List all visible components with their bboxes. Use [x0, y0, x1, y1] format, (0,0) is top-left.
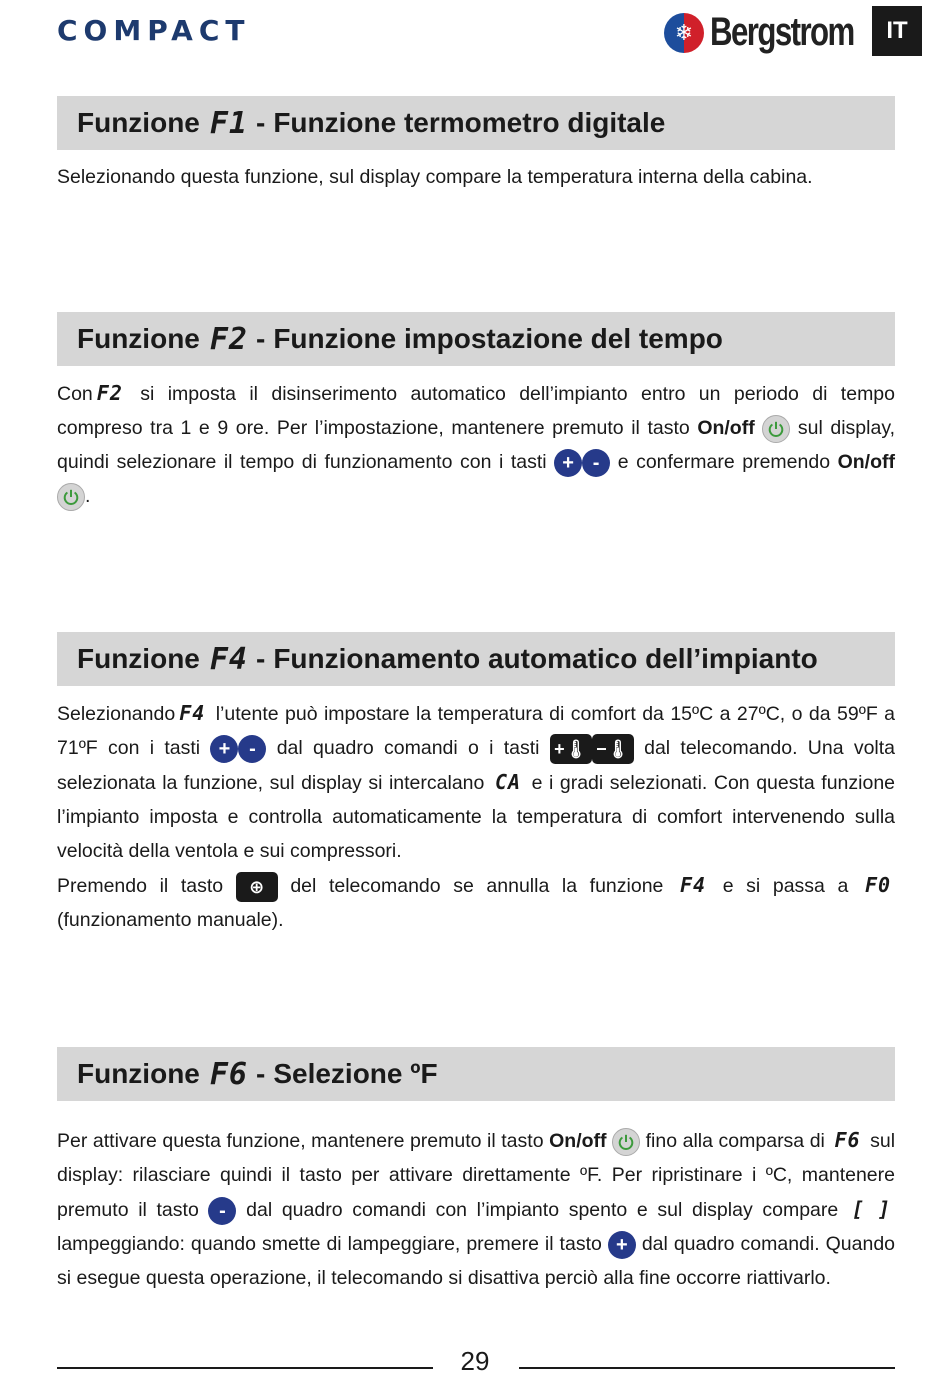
- section-title: Funzione impostazione del tempo: [273, 323, 723, 354]
- section-heading: Funzione F2 - Funzione impostazione del tempo: [57, 312, 895, 366]
- series-title: COMPACT: [57, 14, 251, 47]
- section-heading: Funzione F6 - Selezione ºF: [57, 1047, 895, 1101]
- footer-rule-right: [519, 1367, 895, 1369]
- section-text: Selezionando F4 l’utente può impostare la temperatura di comfort da 15ºC a 27ºC, o da 59ºF a 71ºF con i tasti + - dal quadro comandi o i tasti +🌡 −🌡 dal telecomando. Una volta selezionata la funzione, sul display si intercalano CA e i gradi selezionati. Con questa funzione l’impianto imposta e controlla automaticamente la temperatura di comfort intervenendo sulla velocità della ventola e sui compressori. Premendo il tasto ⊕ del telecomando se annulla la funzione F4 e si passa a F0 (funzionamento manuale).: [57, 696, 895, 937]
- power-button-icon: [762, 415, 790, 443]
- minus-button-icon: -: [238, 735, 266, 763]
- display-code: F2: [96, 381, 123, 405]
- section-heading: Funzione F4 - Funzionamento automatico dell’impianto: [57, 632, 895, 686]
- display-code: F4: [209, 641, 248, 677]
- minus-button-icon: -: [582, 449, 610, 477]
- section-f6: [57, 1047, 895, 1295]
- plus-button-icon: +: [608, 1231, 636, 1259]
- plus-button-icon: +: [210, 735, 238, 763]
- display-code: [ ]: [851, 1197, 892, 1221]
- brand-logo: [664, 10, 894, 55]
- section-title: Funzione termometro digitale: [273, 107, 666, 138]
- remote-fan-icon: ⊕: [236, 872, 278, 902]
- section-heading: Funzione F1 - Funzione termometro digitale: [57, 96, 895, 150]
- brand-name: Bergstrom: [710, 10, 854, 54]
- page-number: 29: [460, 1346, 490, 1376]
- power-button-icon: [57, 483, 85, 511]
- section-f1: [57, 96, 895, 194]
- remote-temp-plus-icon: +🌡: [550, 734, 592, 764]
- section-text: Con F2 si imposta il disinserimento automatico dell’impianto entro un periodo di tempo compreso tra 1 e 9 ore. Per l’impostazione, mantenere premuto il tasto On/off sul display, quindi selezionare il tempo di funzionamento con i tasti + - e confermare premendo On/off .: [57, 376, 895, 513]
- display-code: F1: [209, 105, 248, 141]
- display-code: F6: [209, 1056, 248, 1092]
- display-code: CA: [494, 770, 522, 794]
- display-code: F0: [864, 873, 892, 897]
- section-text: Per attivare questa funzione, mantenere premuto il tasto On/off fino alla comparsa di F6 sul display: rilasciare quindi il tasto per attivare direttamente ºF. Per ripristinare i ºC, mantenere premuto il tasto - dal quadro comandi con l’impianto spento e sul display compare [ ] lampeggiando: quando smette di lampeggiare, premere il tasto + dal quadro comandi. Quando si esegue questa operazione, il telecomando si disattiva perciò alla fine occorre riattivarlo.: [57, 1123, 895, 1295]
- remote-temp-minus-icon: −🌡: [592, 734, 634, 764]
- snowflake-icon: ❄: [664, 13, 704, 53]
- footer-rule-left: [57, 1367, 433, 1369]
- plus-button-icon: +: [554, 449, 582, 477]
- language-tab: IT: [872, 6, 922, 56]
- display-code: F6: [834, 1128, 861, 1152]
- section-f2: [57, 312, 895, 513]
- section-f4: [57, 632, 895, 937]
- display-code: F2: [209, 321, 248, 357]
- power-button-icon: [612, 1128, 640, 1156]
- section-title: Selezione ºF: [273, 1058, 438, 1089]
- section-text: Selezionando questa funzione, sul display compare la temperatura interna della cabina.: [57, 166, 813, 188]
- display-code: F4: [179, 701, 206, 725]
- display-code: F4: [680, 873, 707, 897]
- minus-button-icon: -: [208, 1197, 236, 1225]
- section-title: Funzionamento automatico dell’impianto: [273, 643, 818, 674]
